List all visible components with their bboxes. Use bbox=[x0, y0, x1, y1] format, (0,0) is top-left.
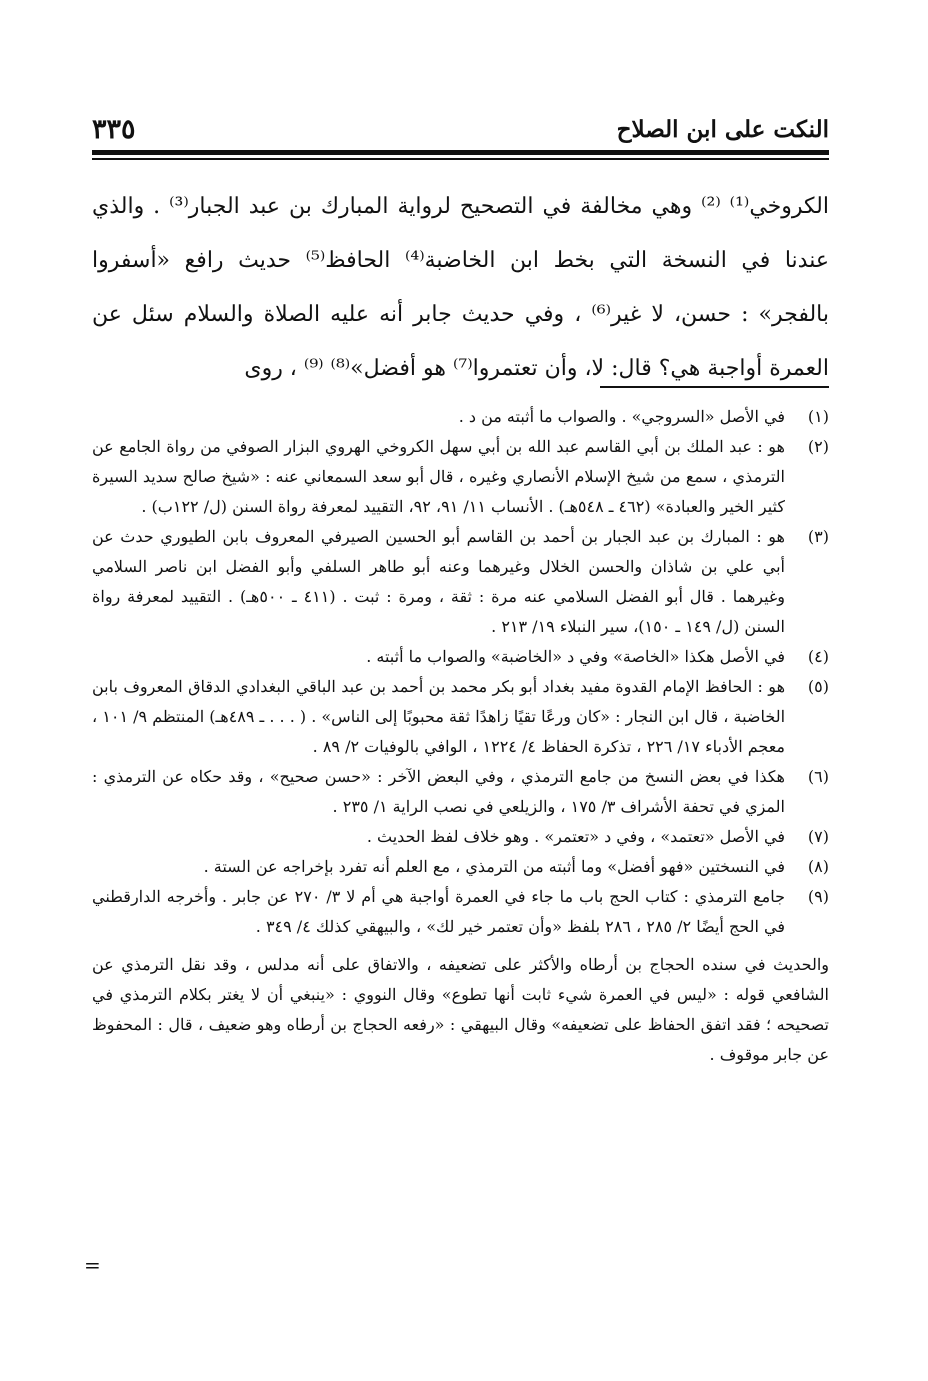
footnote-text: جامع الترمذي : كتاب الحج باب ما جاء في العمرة أواجبة هي أم لا ٣/ ٢٧٠ عن جابر . وأخرجه الدارقطني في الحج أيضًا ٢/ ٢٨٥ ، ٢٨٦ بلفظ «وأن تعتمر خير لك» ، والبيهقي كذلك ٤/ ٣٤٩ . bbox=[92, 887, 786, 936]
footnotes-block bbox=[92, 402, 829, 1086]
footnote-5 bbox=[92, 672, 829, 762]
footnote-number: (٤) bbox=[807, 647, 829, 666]
footnote-text: في الأصل هكذا «الخاصة» وفي د «الخاضبة» والصواب ما أثبته . bbox=[366, 647, 785, 666]
footnote-6 bbox=[92, 762, 829, 822]
footnote-separator bbox=[600, 386, 829, 388]
footnote-text: هو : عبد الملك بن أبي القاسم عبد الله بن أبي سهل الكروخي الهروي البزار الصوفي من رواة الجامع عن الترمذي ، سمع من شيخ الإسلام الأنصاري وغيره ، قال أبو سعد السمعاني عنه : «شيخ صالح سديد السيرة كثير الخير والعبادة» (٤٦٢ ـ ٥٤٨هـ) . الأنساب ١١/ ٩١، ٩٢، التقييد لمعرفة رواة السنن (ل/ ١٢٢ب) . bbox=[92, 437, 785, 516]
footnote-number: (٥) bbox=[807, 677, 829, 696]
footnote-8 bbox=[92, 852, 829, 882]
footnote-text: هو : الحافظ الإمام القدوة مفيد بغداد أبو بكر محمد بن أحمد بن عبد الباقي البغدادي الدقاق المعروف بابن الخاضبة ، قال ابن النجار : «كان ورعًا تقيًا زاهدًا ثقة محبوبًا إلى الناس» . ( . . . ـ ٤٨٩هـ) المنتظم ٩/ ١٠١ ، معجم الأدباء ١٧/ ٢٢٦ ، تذكرة الحفاظ ٤/ ١٢٢٤ ، الوافي بالوفيات ٢/ ٨٩ . bbox=[92, 677, 786, 756]
footnote-1 bbox=[92, 402, 829, 432]
page-number: ٣٣٥ bbox=[92, 114, 136, 145]
footnote-text: هو : المبارك بن عبد الجبار بن أحمد بن القاسم أبو الحسين الصيرفي المعروف بابن الطيوري حدث عن أبي علي بن شاذان والحسن الخلال وغيرهما وعنه أبو طاهر السلفي وأبو الفضل ابن ناصر السلامي وغيرهما . قال أبو الفضل السلامي عنه مرة : ثقة ، ومرة : ثبت . (٤١١ ـ ٥٠٠هـ) . التقييد لمعرفة رواة السنن (ل/ ١٤٩ ـ ١٥٠)، سير النبلاء ١٩/ ٢١٣ . bbox=[92, 527, 786, 636]
footnote-number: (٢) bbox=[807, 437, 829, 456]
footnote-text: في الأصل «السروجي» . والصواب ما أثبته من د . bbox=[458, 407, 785, 426]
footnote-number: (٨) bbox=[807, 857, 829, 876]
footnote-text: في الأصل «تعتمد» ، وفي د «تعتمر» . وهو خلاف لفظ الحديث . bbox=[366, 827, 785, 846]
footnote-9 bbox=[92, 882, 829, 942]
footnote-7 bbox=[92, 822, 829, 852]
footnote-number: (٩) bbox=[807, 887, 829, 906]
footnote-2 bbox=[92, 432, 829, 522]
page-header bbox=[92, 112, 829, 152]
footnote-3 bbox=[92, 522, 829, 642]
footnote-number: (٣) bbox=[807, 527, 829, 546]
main-text-block bbox=[92, 180, 829, 396]
footnote-text: هكذا في بعض النسخ من جامع الترمذي ، وفي البعض الآخر : «حسن صحيح» ، وقد حكاه عن الترمذي : المزي في تحفة الأشراف ٣/ ١٧٥ ، والزيلعي في نصب الراية ١/ ٢٣٥ . bbox=[92, 767, 785, 816]
footnote-number: (٧) bbox=[807, 827, 829, 846]
continuation-mark: = bbox=[84, 1253, 101, 1277]
footnote-number: (٦) bbox=[807, 767, 829, 786]
footnote-text: في النسختين «فهو أفضل» وما أثبته من الترمذي ، مع العلم أنه تفرد بإخراجه عن الستة . bbox=[203, 857, 785, 876]
main-paragraph: الكروخي⁽¹⁾ ⁽²⁾ وهي مخالفة في التصحيح لرواية المبارك بن عبد الجبار⁽³⁾ . والذي عندنا في النسخة التي بخط ابن الخاضبة⁽⁴⁾ الحافظ⁽⁵⁾ حديث رافع «أسفروا بالفجر» : حسن، لا غير⁽⁶⁾ ، وفي حديث جابر أنه عليه الصلاة والسلام سئل عن العمرة أواجبة هي؟ قال: لا، وأن تعتمروا⁽⁷⁾ هو أفضل»⁽⁸⁾ ⁽⁹⁾ ، روى bbox=[92, 194, 829, 381]
footnote-number: (١) bbox=[807, 407, 829, 426]
footnote-4 bbox=[92, 642, 829, 672]
running-title: النكت على ابن الصلاح bbox=[616, 116, 829, 143]
footnote-continuation: والحديث في سنده الحجاج بن أرطاه والأكثر على تضعيفه ، والاتفاق على أنه مدلس ، وقد نقل الترمذي عن الشافعي قوله : «ليس في العمرة شيء ثابت أنها تطوع» وقال النووي : «ينبغي أن لا يغتر بكلام الترمذي في تصحيحه ؛ فقد اتفق الحفاظ على تضعيفه» وقال البيهقي : «رفعه الحجاج بن أرطاه وهو ضعيف ، قال : المحفوظ عن جابر موقوف . bbox=[92, 955, 829, 1064]
header-rule-thin bbox=[92, 158, 829, 160]
header-rule-thick bbox=[92, 150, 829, 155]
